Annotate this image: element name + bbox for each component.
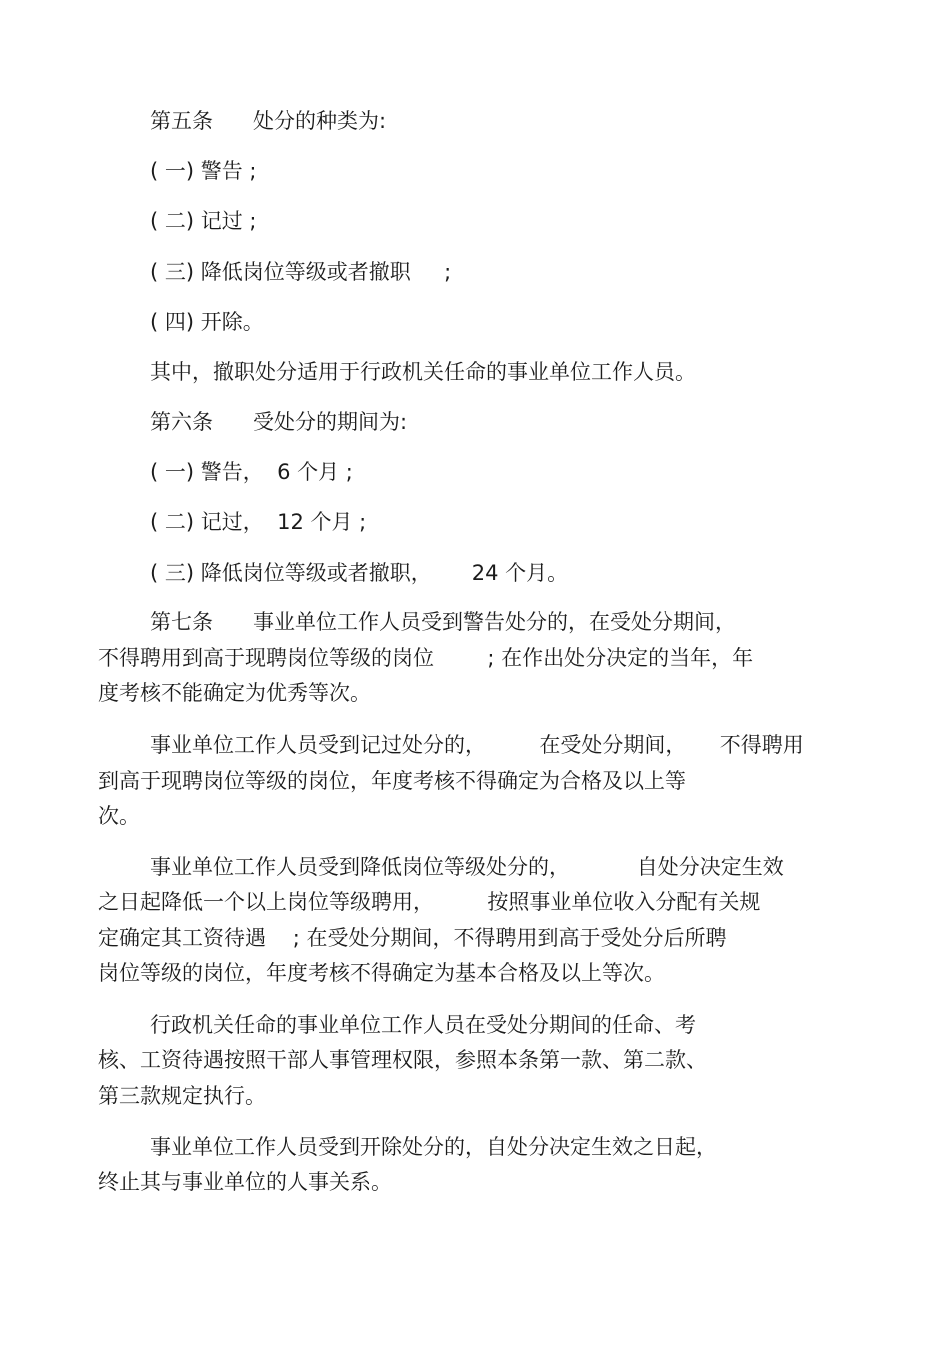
article-5-item-3: ( 三) 降低岗位等级或者撤职 ; <box>150 260 452 284</box>
article-5-note: 其中，撤职处分适用于行政机关任命的事业单位工作人员。 <box>150 360 696 384</box>
article-7-para-1-line-3: 度考核不能确定为优秀等次。 <box>98 681 371 705</box>
article-7-para-4-line-2: 核、工资待遇按照干部人事管理权限，参照本条第一款、第二款、 <box>98 1048 707 1072</box>
article-5-item-1: ( 一) 警告 ; <box>150 159 257 183</box>
article-6-heading: 第六条 受处分的期间为: <box>150 410 408 434</box>
article-7-para-2-line-3: 次。 <box>98 804 140 828</box>
article-7-para-2-line-1: 事业单位工作人员受到记过处分的， 在受处分期间， 不得聘用 <box>150 733 804 757</box>
article-7-para-3-line-3: 定确定其工资待遇 ; 在受处分期间，不得聘用到高于受处分后所聘 <box>98 926 727 950</box>
article-7-para-5-line-2: 终止其与事业单位的人事关系。 <box>98 1170 392 1194</box>
article-7-para-2-line-2: 到高于现聘岗位等级的岗位，年度考核不得确定为合格及以上等 <box>98 769 686 793</box>
article-5-item-4: ( 四) 开除。 <box>150 310 264 334</box>
article-7-para-5-line-1: 事业单位工作人员受到开除处分的，自处分决定生效之日起， <box>150 1135 717 1159</box>
article-7-para-3-line-2: 之日起降低一个以上岗位等级聘用， 按照事业单位收入分配有关规 <box>98 890 761 914</box>
article-7-para-1-line-2: 不得聘用到高于现聘岗位等级的岗位 ; 在作出处分决定的当年，年 <box>98 646 754 670</box>
article-7-para-4-line-3: 第三款规定执行。 <box>98 1084 266 1108</box>
article-5-item-2: ( 二) 记过 ; <box>150 209 257 233</box>
article-6-item-1: ( 一) 警告， 6 个月 ; <box>150 460 353 484</box>
article-5-heading: 第五条 处分的种类为: <box>150 109 387 133</box>
article-7-para-3-line-4: 岗位等级的岗位，年度考核不得确定为基本合格及以上等次。 <box>98 961 665 985</box>
article-7-para-1-line-1: 第七条 事业单位工作人员受到警告处分的，在受处分期间， <box>150 610 737 634</box>
article-6-item-3: ( 三) 降低岗位等级或者撤职， 24 个月。 <box>150 561 569 585</box>
article-6-item-2: ( 二) 记过， 12 个月 ; <box>150 510 367 534</box>
article-7-para-4-line-1: 行政机关任命的事业单位工作人员在受处分期间的任命、考 <box>150 1013 696 1037</box>
article-7-para-3-line-1: 事业单位工作人员受到降低岗位等级处分的， 自处分决定生效 <box>150 855 784 879</box>
